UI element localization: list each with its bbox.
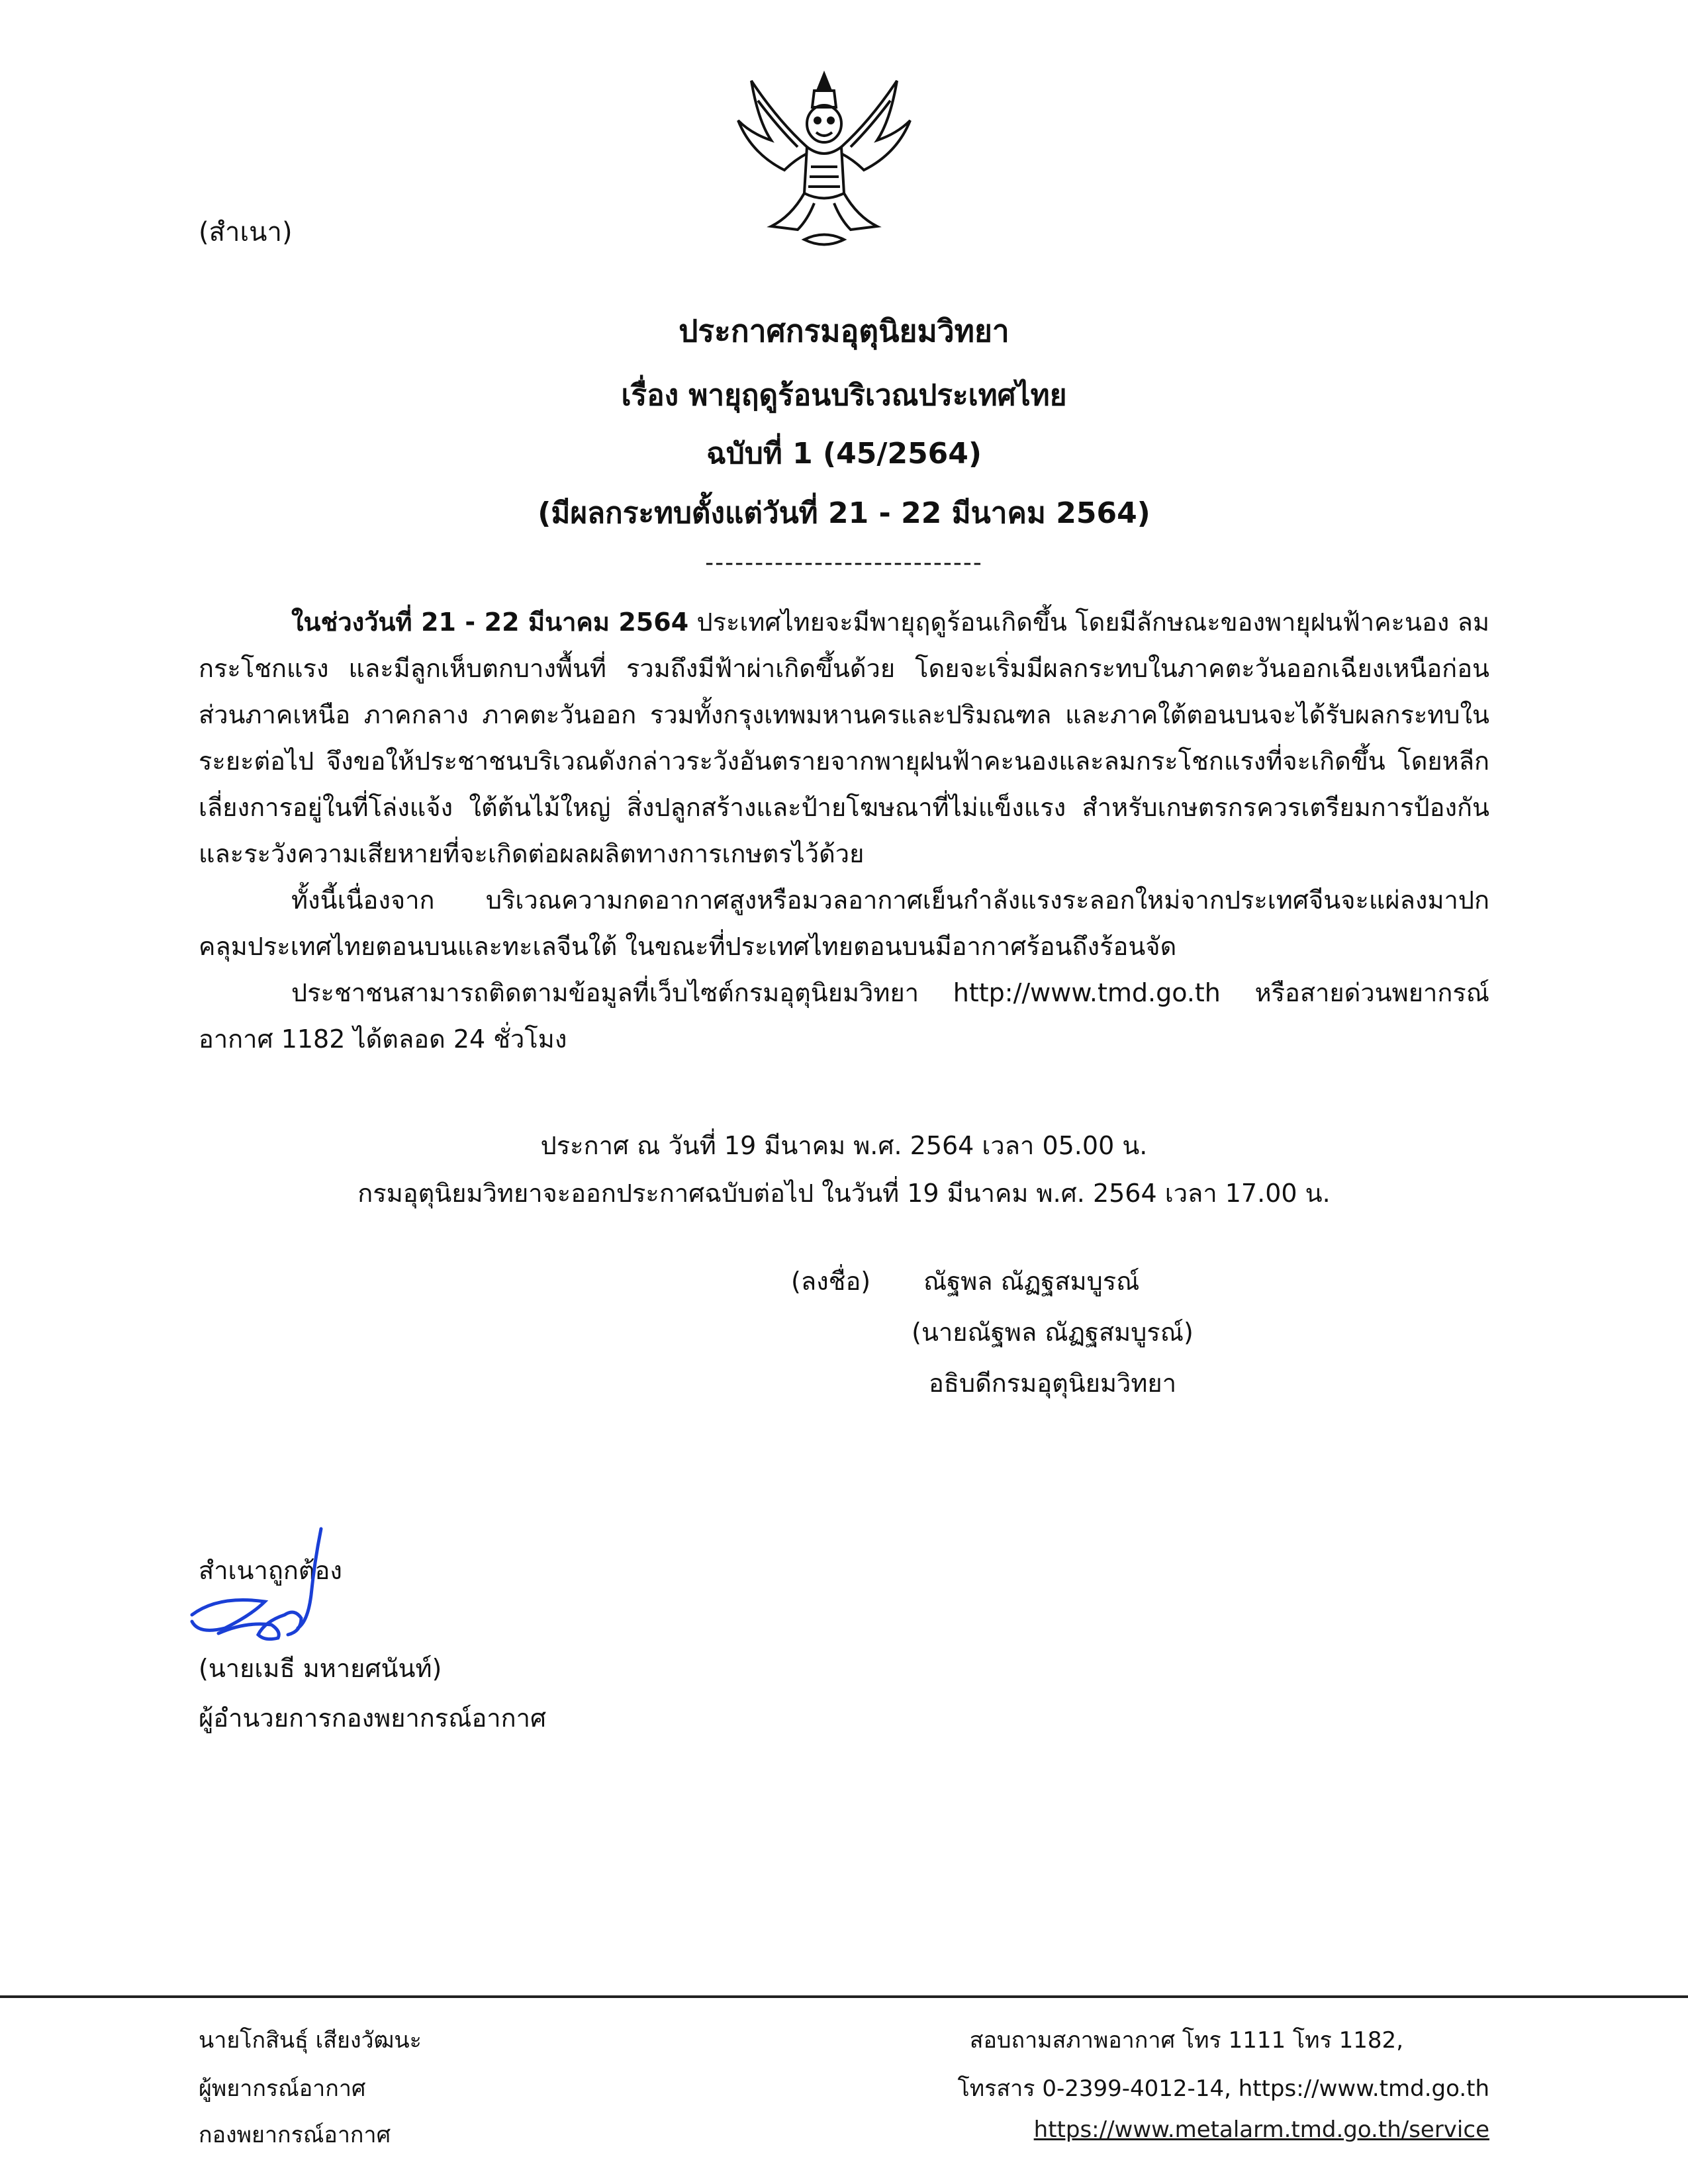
footer-divider [0, 1995, 1688, 1998]
body-paragraph-3: ประชาชนสามารถติดตามข้อมูลที่เว็บไซต์กรมอุตุนิยมวิทยา http://www.tmd.go.th หรือสายด่วนพยากรณ์อากาศ 1182 ได้ตลอด 24 ชั่วโมง [199, 978, 1489, 1054]
certified-copy-label: สำเนาถูกต้อง [199, 1556, 342, 1585]
announcement-body [199, 599, 1489, 1062]
announcement-effective-dates: (มีผลกระทบตั้งแต่วันที่ 21 - 22 มีนาคม 2564) [538, 496, 1150, 530]
certifier-name: (นายเมธี มหายศนันท์) [199, 1654, 442, 1683]
metalarm-service-link[interactable]: https://www.metalarm.tmd.go.th/service [1033, 2116, 1489, 2143]
contact-fax-website: โทรสาร 0-2399-4012-14, https://www.tmd.go.th [957, 2075, 1489, 2102]
handwritten-signature [179, 1522, 338, 1648]
garuda-emblem-icon [725, 61, 923, 259]
body-paragraph-2: ทั้งนี้เนื่องจาก บริเวณความกดอากาศสูงหรือมวลอากาศเย็นกำลังแรงระลอกใหม่จากประเทศจีนจะแผ่ลงมาปกคลุมประเทศไทยตอนบนและทะเลจีนใต้ ในขณะที่ประเทศไทยตอนบนมีอากาศร้อนถึงร้อนจัด [199, 886, 1489, 961]
signatory-name: ณัฐพล ณัฏฐสมบูรณ์ [923, 1267, 1140, 1296]
signatory-full-name: (นายณัฐพล ณัฏฐสมบูรณ์) [912, 1318, 1194, 1347]
body-paragraph-1 [199, 599, 1489, 877]
forecaster-title: ผู้พยากรณ์อากาศ [199, 2075, 366, 2102]
certifier-position: ผู้อำนวยการกองพยากรณ์อากาศ [199, 1704, 547, 1733]
signatory-position: อธิบดีกรมอุตุนิยมวิทยา [928, 1369, 1177, 1398]
body-paragraph-1-text: ประเทศไทยจะมีพายุฤดูร้อนเกิดขึ้น โดยมีลักษณะของพายุฝนฟ้าคะนอง ลมกระโชกแรง และมีลูกเห็บตกบางพื้นที่ รวมถึงมีฟ้าผ่าเกิดขึ้นด้วย โดยจะเริ่มมีผลกระทบในภาคตะวันออกเฉียงเหนือก่อน ส่วนภาคเหนือ ภาคกลาง ภาคตะวันออก รวมทั้งกรุงเทพมหานครและปริมณฑล และภาคใต้ตอนบนจะได้รับผลกระทบในระยะต่อไป จึงขอให้ประชาชนบริเวณดังกล่าวระวังอันตรายจากพายุฝนฟ้าคะนองและลมกระโชกแรงที่จะเกิดขึ้น โดยหลีกเลี่ยงการอยู่ในที่โล่งแจ้ง ใต้ต้นไม้ใหญ่ สิ่งปลูกสร้างและป้ายโฆษณาที่ไม่แข็งแรง สำหรับเกษตรกรควรเตรียมการป้องกันและระวังความเสียหายที่จะเกิดต่อผลผลิตทางการเกษตรไว้ด้วย [199, 608, 1489, 868]
announcement-issue-number: ฉบับที่ 1 (45/2564) [706, 437, 982, 471]
next-announcement-notice: กรมอุตุนิยมวิทยาจะออกประกาศฉบับต่อไป ในวันที่ 19 มีนาคม พ.ศ. 2564 เวลา 17.00 น. [357, 1179, 1331, 1208]
forecaster-division: กองพยากรณ์อากาศ [199, 2122, 391, 2148]
body-paragraph-1-lead: ในช่วงวันที่ 21 - 22 มีนาคม 2564 [291, 608, 689, 637]
contact-phone: สอบถามสภาพอากาศ โทร 1111 โทร 1182, [969, 2027, 1403, 2054]
forecaster-name: นายโกสินธุ์ เสียงวัฒนะ [199, 2027, 422, 2054]
announcement-date: ประกาศ ณ วันที่ 19 มีนาคม พ.ศ. 2564 เวลา 05.00 น. [540, 1131, 1148, 1160]
announcement-subject: เรื่อง พายุฤดูร้อนบริเวณประเทศไทย [621, 379, 1067, 412]
announcement-title: ประกาศกรมอุตุนิยมวิทยา [679, 313, 1009, 349]
title-separator: ---------------------------- [705, 549, 983, 576]
signature-label: (ลงชื่อ) [791, 1267, 871, 1296]
copy-mark: (สำเนา) [199, 217, 293, 248]
